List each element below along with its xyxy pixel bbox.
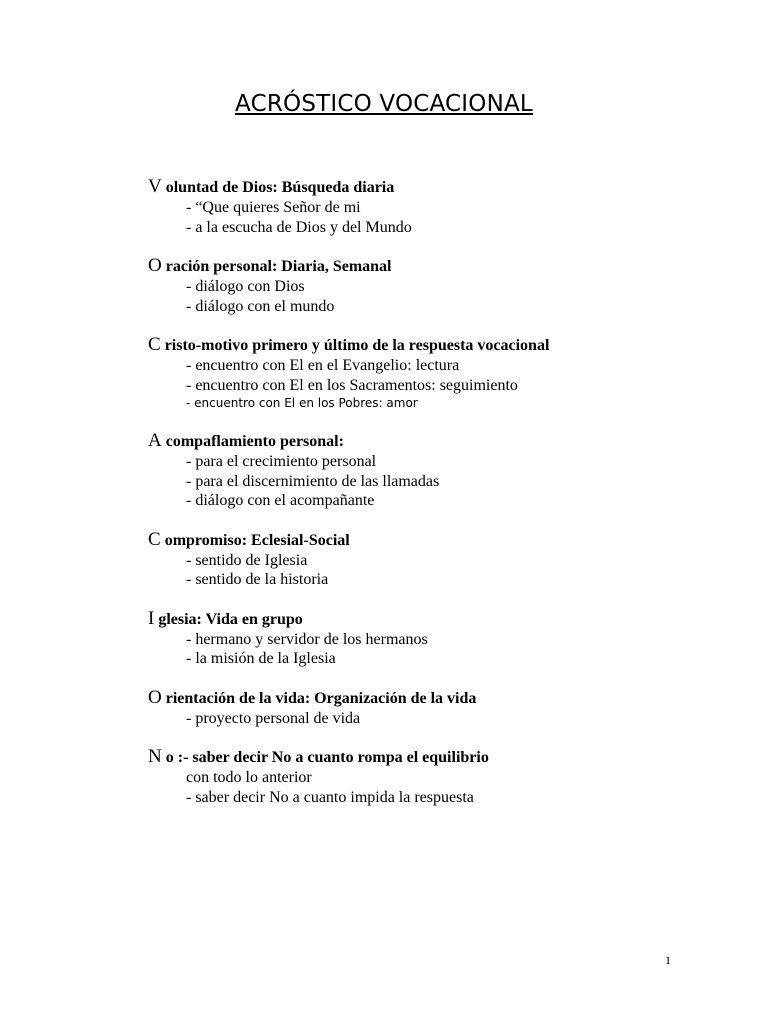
section-heading: [148, 688, 549, 709]
acrostic-section: [148, 688, 549, 729]
acrostic-section: [148, 177, 549, 237]
acrostic-initial: C: [148, 528, 161, 550]
section-item: - “Que quieres Señor de mi: [186, 199, 361, 216]
acrostic-initial: O: [148, 255, 162, 276]
section-heading-text: risto-motivo primero y último de la respuesta vocacional: [160, 337, 550, 354]
section-heading-text: compaflamiento personal:: [161, 433, 344, 450]
section-heading-text: o :- saber decir No a cuanto rompa el equilibrio: [161, 749, 489, 766]
section-heading: [148, 609, 549, 630]
section-heading: [148, 256, 549, 277]
section-item: con todo lo anterior: [186, 769, 312, 786]
section-heading: [148, 530, 549, 551]
document-title: ACRÓSTICO VOCACIONAL: [235, 91, 533, 117]
acrostic-section: [148, 256, 549, 316]
section-item: - a la escucha de Dios y del Mundo: [186, 218, 412, 236]
section-item: - hermano y servidor de los hermanos: [186, 630, 428, 648]
acrostic-initial: N: [148, 746, 162, 767]
section-heading: [148, 431, 549, 452]
section-item: - para el discernimiento de las llamadas: [186, 472, 440, 490]
acrostic-section: [148, 335, 549, 412]
section-item: - saber decir No a cuanto impida la respuesta: [186, 788, 474, 806]
section-item: - proyecto personal de vida: [186, 709, 361, 727]
acrostic-initial: A: [148, 430, 162, 451]
section-item: - encuentro con El en los Pobres: amor: [186, 396, 418, 410]
section-heading-text: oluntad de Dios: Búsqueda diaria: [161, 179, 395, 196]
section-item: - sentido de Iglesia: [186, 551, 308, 569]
section-item: - encuentro con El en el Evangelio: lectura: [186, 357, 460, 374]
section-heading: [148, 177, 549, 198]
acrostic-initial: I: [148, 607, 155, 629]
acrostic-section: [148, 609, 549, 669]
section-item: - diálogo con Dios: [186, 278, 305, 295]
acrostic-list: [148, 177, 549, 826]
section-item: - diálogo con el acompañante: [186, 492, 375, 509]
section-heading-text: rientación de la vida: Organización de la vida: [161, 689, 477, 707]
section-heading-text: ración personal: Diaria, Semanal: [161, 258, 392, 275]
section-item: - diálogo con el mundo: [186, 297, 335, 315]
section-item: - sentido de la historia: [186, 571, 329, 588]
acrostic-initial: V: [148, 176, 162, 197]
section-heading: [148, 335, 549, 356]
acrostic-initial: O: [148, 686, 162, 708]
section-item: - para el crecimiento personal: [186, 453, 377, 470]
acrostic-section: [148, 747, 549, 807]
acrostic-initial: C: [148, 334, 161, 355]
section-item: - la misión de la Iglesia: [186, 650, 336, 667]
page-number: 1: [665, 953, 671, 967]
acrostic-section: [148, 530, 549, 590]
section-heading-text: glesia: Vida en grupo: [154, 610, 303, 628]
section-heading-text: ompromiso: Eclesial-Social: [160, 531, 350, 549]
acrostic-section: [148, 431, 549, 511]
section-item: - encuentro con El en los Sacramentos: seguimiento: [186, 376, 518, 394]
section-heading: [148, 747, 549, 768]
